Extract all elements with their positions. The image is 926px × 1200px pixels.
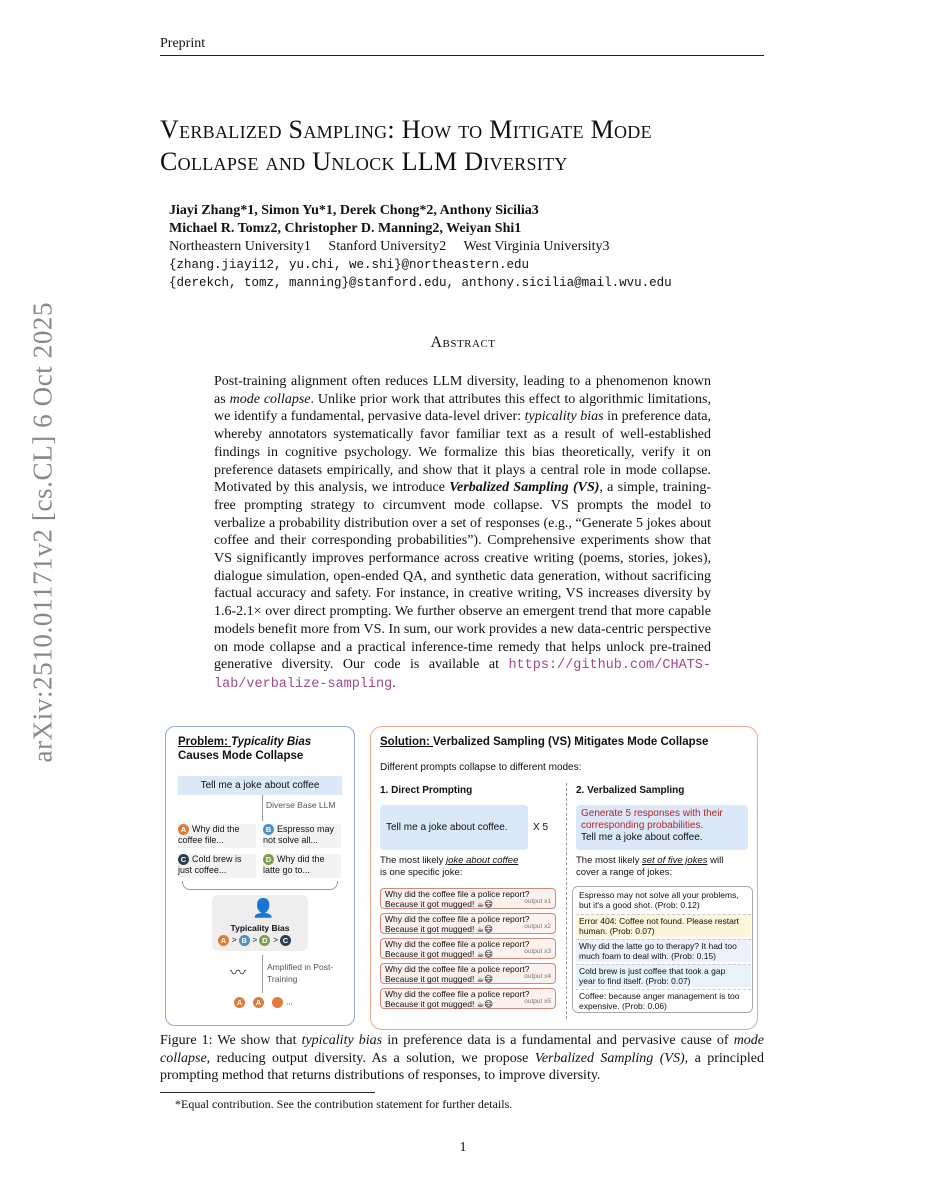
- solution-title: [380, 736, 708, 748]
- amplified-label: Amplified in Post-Training: [267, 962, 334, 984]
- vs-prompt: [576, 805, 748, 850]
- problem-title-em: Typicality Bias: [231, 736, 312, 748]
- output-tag: output x2: [524, 922, 551, 930]
- direct-note: [380, 855, 560, 879]
- letter-a-icon: A: [218, 935, 229, 946]
- ranking: A > B > D > C: [218, 935, 294, 946]
- author-line-1: Jiayi Zhang*1, Simon Yu*1, Derek Chong*2, Anthony Sicilia3: [169, 203, 539, 218]
- solution-title-prefix: Solution:: [380, 736, 434, 748]
- problem-title: [178, 735, 311, 763]
- figure-caption: [160, 1032, 764, 1085]
- vs-output-line-2: year to find itself. (Prob: 0.07): [579, 976, 691, 986]
- direct-note-b: is one specific joke:: [380, 867, 463, 878]
- option-b-text: Espresso may not solve all...: [263, 824, 335, 846]
- direct-note-a: The most likely: [380, 855, 446, 866]
- caption-text: in preference data is a fundamental and pervasive cause of: [382, 1033, 734, 1048]
- paper-title: [160, 114, 800, 178]
- option-d: [263, 854, 341, 878]
- solution-subtitle: Different prompts collapse to different modes:: [380, 762, 582, 773]
- vs-note-em: set of five jokes: [642, 855, 708, 866]
- abstract-text: , a simple, training-free prompting strategy to circumvent mode collapse. VS prompts the model to verbalize a probability distribution over a set of responses (e.g., “Generate 5 jokes about coffee and their corresponding probabilities”). Comprehensive experiments show that VS significantly improves performance across creative writing (poems, stories, jokes), dialogue simulation, open-ended QA, and synthetic data generation, without sacrificing factual accuracy and safety. For instance, in creative writing, VS increases diversity by 1.6-2.1× over direct prompting. We further observe an emergent trend that more capable models benefit more from VS. In sum, our work provides a new data-centric perspective on mode collapse and a practical inference-time remedy that helps unlock pre-trained generative diversity. Our code is available at: [214, 480, 711, 673]
- email-line-2: {derekch, tomz, manning}@stanford.edu, anthony.sicilia@mail.wvu.edu: [169, 276, 672, 290]
- output-tag: output x1: [524, 897, 551, 905]
- output-line-1: Why did the coffee file a police report?: [385, 889, 530, 899]
- vs-output: [576, 939, 751, 962]
- letter-d-icon: D: [259, 935, 270, 946]
- direct-prompt: Tell me a joke about coffee.: [380, 805, 528, 850]
- output-line-1: Why did the coffee file a police report?: [385, 989, 530, 999]
- vs-output-line-1: Error 404: Coffee not found. Please restart: [579, 916, 740, 926]
- footnote-rule: [160, 1092, 375, 1093]
- direct-output: [380, 888, 556, 909]
- letter-a-icon: A: [234, 997, 245, 1008]
- caption-text: Figure 1: We show that: [160, 1033, 302, 1048]
- letter-c-icon: C: [280, 935, 291, 946]
- person-icon: 👤: [252, 898, 275, 918]
- vs-output-line-1: Why did the latte go to therapy? It had too: [579, 941, 737, 951]
- direct-output: [380, 963, 556, 984]
- footnote: *Equal contribution. See the contribution statement for further details.: [175, 1097, 513, 1111]
- ellipsis: ...: [286, 997, 293, 1007]
- output-line-1: Why did the coffee file a police report?: [385, 964, 530, 974]
- direct-heading: 1. Direct Prompting: [380, 785, 473, 796]
- author-line-2: Michael R. Tomz2, Christopher D. Manning2, Weiyan Shi1: [169, 221, 522, 236]
- arrow-line: [262, 955, 263, 993]
- arxiv-stamp: arXiv:2510.01171v2 [cs.CL] 6 Oct 2025: [27, 301, 58, 763]
- title-line-2: Collapse and Unlock LLM Diversity: [160, 147, 568, 176]
- divider: [566, 783, 567, 1019]
- abstract-body: [214, 373, 711, 694]
- caption-emphasis: mode collapse: [160, 1033, 765, 1066]
- direct-output: [380, 988, 556, 1009]
- page-number: 1: [459, 1140, 467, 1155]
- author-block: [169, 202, 789, 292]
- letter-a-icon: [272, 997, 283, 1008]
- output-line-1: Why did the coffee file a police report?: [385, 914, 530, 924]
- times-five: X 5: [533, 822, 549, 833]
- caption-emphasis: Verbalized Sampling (VS): [534, 1050, 685, 1066]
- vs-output-line-1: Espresso may not solve all your problems,: [579, 890, 739, 900]
- abstract-text: . Unlike prior work that attributes this effect to algorithmic limitations, we identify a fundamental, pervasive data-level driver:: [214, 391, 712, 425]
- option-a: [178, 824, 256, 848]
- title-line-1: Verbalized Sampling: How to Mitigate Mode: [160, 115, 652, 144]
- caption-text: , reducing output diversity. As a solution, we propose: [206, 1050, 535, 1066]
- solution-title-rest: Verbalized Sampling (VS) Mitigates Mode Collapse: [433, 736, 709, 748]
- caption-text: , a principled prompting method that returns distributions of responses, to improve diversity.: [160, 1050, 765, 1083]
- running-header: Preprint: [160, 36, 206, 51]
- email-line-1: {zhang.jiayi12, yu.chi, we.shi}@northeastern.edu: [169, 258, 530, 272]
- vs-heading: 2. Verbalized Sampling: [576, 785, 685, 796]
- base-llm-label: Diverse Base LLM: [266, 800, 336, 810]
- vs-output: [576, 964, 751, 987]
- option-b: [263, 824, 341, 848]
- vs-output-line-2: much foam to deal with. (Prob: 0.15): [579, 951, 717, 961]
- vs-output-line-1: Cold brew is just coffee that took a gap: [579, 966, 726, 976]
- letter-a-icon: A: [178, 824, 189, 835]
- arrow-line: [262, 795, 263, 821]
- caption-emphasis: typicality bias: [301, 1033, 383, 1048]
- affiliations: Northeastern University1 Stanford University2 West Virginia University3: [169, 239, 610, 254]
- option-c: [178, 854, 256, 878]
- waveform-icon: 〰: [230, 965, 247, 982]
- output-line-2: Because it got mugged! ☕😄: [385, 923, 494, 934]
- typicality-box: [212, 895, 308, 951]
- option-d-text: Why did the latte go to...: [263, 854, 325, 876]
- problem-prompt: Tell me a joke about coffee: [178, 776, 342, 795]
- vs-output-line-1: Coffee: because anger management is too: [579, 991, 740, 1001]
- code-link[interactable]: https://github.com/CHATS-lab/verbalize-sampling: [214, 658, 711, 692]
- vs-note: [576, 855, 756, 879]
- bias-label: Typicality Bias: [230, 923, 290, 933]
- abstract-emphasis: Verbalized Sampling (VS): [449, 480, 600, 496]
- vs-prompt-query: Tell me a joke about coffee.: [581, 832, 703, 843]
- letter-b-icon: B: [263, 824, 274, 835]
- option-a-text: Why did the coffee file...: [178, 824, 240, 846]
- abstract-emphasis: typicality bias: [524, 409, 604, 425]
- letter-a-icon: A: [253, 997, 264, 1008]
- vs-note-b: will: [707, 855, 724, 866]
- problem-title-line-2: Causes Mode Collapse: [178, 750, 304, 762]
- vs-output: [576, 989, 751, 1012]
- vs-output-line-2: expensive. (Prob: 0.06): [579, 1001, 667, 1011]
- direct-note-em: joke about coffee: [446, 855, 519, 866]
- output-tag: output x5: [524, 997, 551, 1005]
- abstract-heading: Abstract: [430, 334, 496, 351]
- vs-output-line-2: human. (Prob: 0.07): [579, 926, 655, 936]
- collapsed-outputs: [234, 997, 293, 1008]
- abstract-text: in preference data, whereby annotators systematically favor familiar text as a result of well-established findings in cognitive psychology. We formalize this bias theoretically, verify it on preference datasets empirically, and show that it plays a central role in mode collapse. Motivated by this analysis, we introduce: [214, 409, 712, 496]
- header-rule: [160, 55, 764, 56]
- vs-note-c: cover a range of jokes:: [576, 867, 673, 878]
- problem-title-prefix: Problem:: [178, 736, 232, 748]
- output-tag: output x4: [524, 972, 551, 980]
- abstract-text: .: [392, 675, 396, 691]
- vs-prompt-instruction: Generate 5 responses with their corresponding probabilities.: [581, 808, 723, 831]
- problem-panel: [165, 726, 355, 1026]
- letter-d-icon: D: [263, 854, 274, 865]
- abstract-emphasis: mode collapse: [229, 391, 311, 407]
- output-line-2: Because it got mugged! ☕😄: [385, 998, 494, 1009]
- vs-output: [576, 914, 751, 937]
- output-line-2: Because it got mugged! ☕😄: [385, 948, 494, 959]
- letter-b-icon: B: [239, 935, 250, 946]
- vs-note-a: The most likely: [576, 855, 642, 866]
- brace: [182, 881, 338, 890]
- direct-output: [380, 913, 556, 934]
- output-line-1: Why did the coffee file a police report?: [385, 939, 530, 949]
- vs-output: [576, 889, 751, 911]
- vs-output-line-2: but it's a good shot. (Prob: 0.12): [579, 900, 700, 910]
- letter-c-icon: C: [178, 854, 189, 865]
- output-line-2: Because it got mugged! ☕😄: [385, 973, 494, 984]
- output-line-2: Because it got mugged! ☕😄: [385, 898, 494, 909]
- output-tag: output x3: [524, 947, 551, 955]
- abstract-text: Post-training alignment often reduces LLM diversity, leading to a phenomenon known as: [214, 374, 711, 407]
- direct-output: [380, 938, 556, 959]
- option-c-text: Cold brew is just coffee...: [178, 854, 242, 876]
